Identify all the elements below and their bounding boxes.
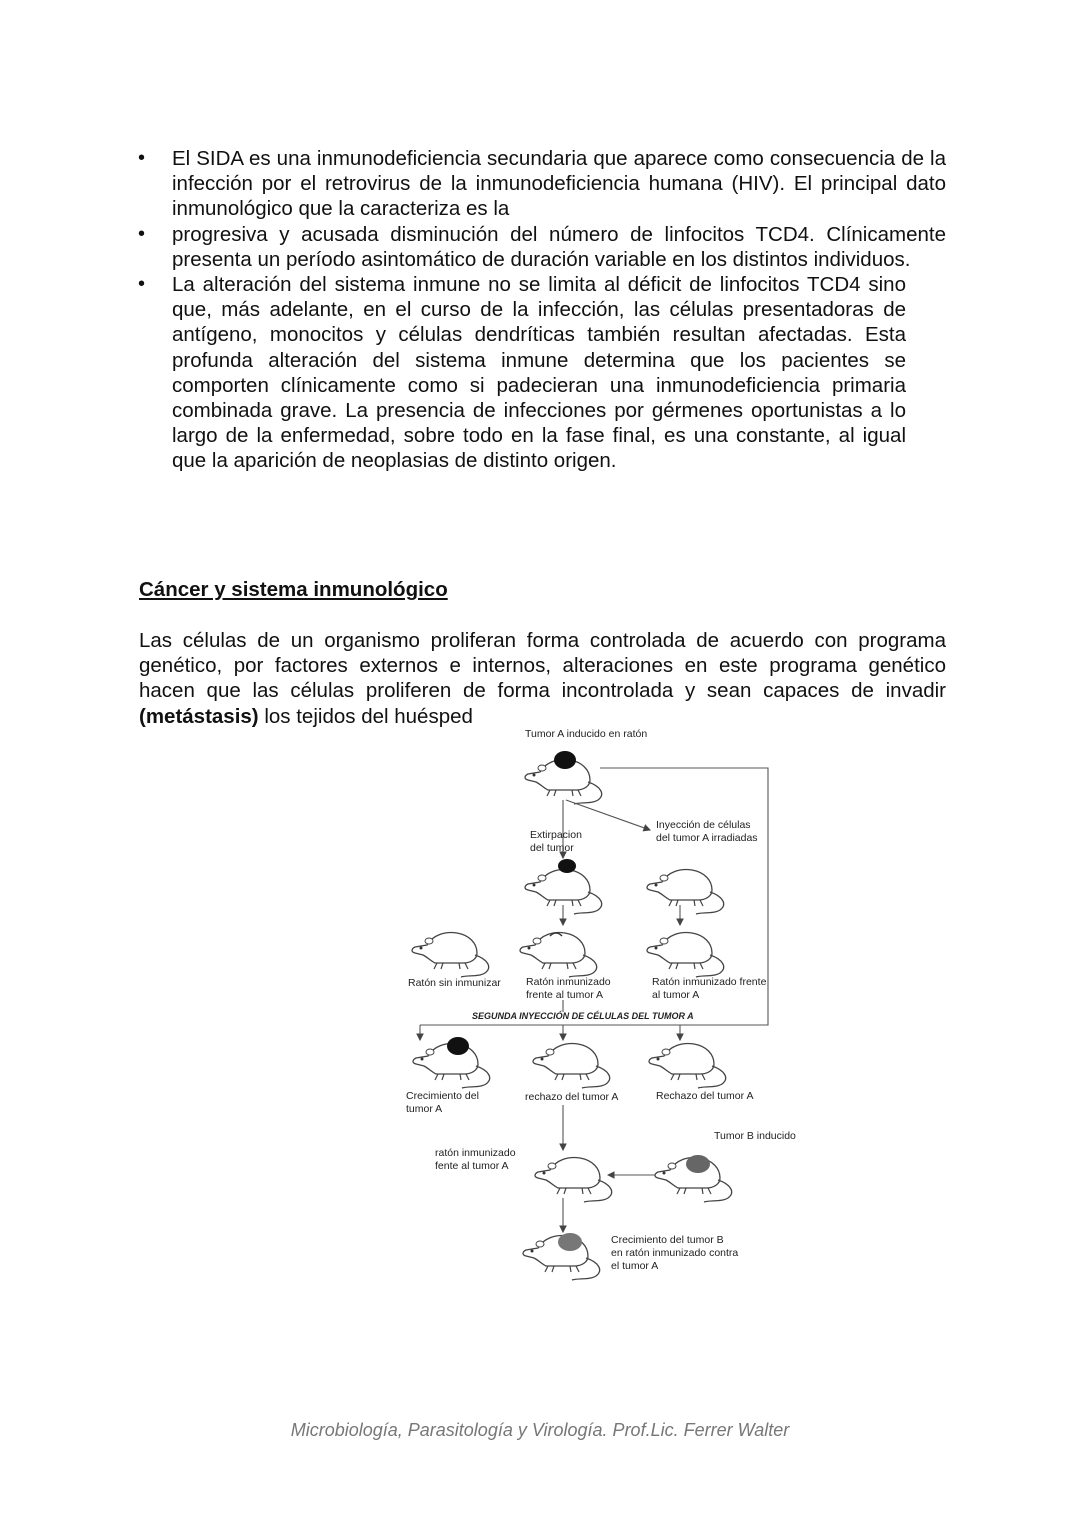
label-injection: Inyección de células xyxy=(656,819,751,831)
paragraph-bold: (metástasis) xyxy=(139,704,259,728)
label-growth-2: tumor A xyxy=(406,1103,443,1115)
label-growth-b-2: en ratón inmunizado contra xyxy=(611,1247,739,1259)
label-immunized-right-2: al tumor A xyxy=(652,989,700,1001)
tumor-b xyxy=(686,1155,710,1173)
tumor-immunity-diagram xyxy=(400,722,800,1294)
label-immunized-mouse-2: fente al tumor A xyxy=(435,1160,509,1172)
bullet-item xyxy=(138,146,946,222)
tumor-b-growth xyxy=(558,1233,582,1251)
label-second-injection: SEGUNDA INYECCIÓN DE CÉLULAS DEL TUMOR A xyxy=(472,1011,694,1021)
label-immunized-2: frente al tumor A xyxy=(526,989,604,1001)
label-top: Tumor A inducido en ratón xyxy=(525,728,648,740)
bullet-list xyxy=(138,146,946,474)
label-immunized-mouse: ratón inmunizado xyxy=(435,1147,516,1159)
label-unimmunized: Ratón sin inmunizar xyxy=(408,977,501,989)
bullet-dot: • xyxy=(138,147,146,169)
label-extirpation-2: del tumor xyxy=(530,842,574,854)
label-rejection-right: Rechazo del tumor A xyxy=(656,1090,754,1102)
mouse-unimmunized xyxy=(412,933,489,978)
label-growth: Crecimiento del xyxy=(406,1090,479,1102)
bullet-item xyxy=(138,222,946,272)
paragraph-tail: los tejidos del huésped xyxy=(258,704,473,728)
bullet-text: progresiva y acusada disminución del número de linfocitos TCD4. Clínicamente presenta un período asintomático de duración variable en los distintos individuos. xyxy=(172,222,946,271)
bullet-text: El SIDA es una inmunodeficiencia secundaria que aparece como consecuencia de la infección por el retrovirus de la inmunodeficiencia humana (HIV). El principal dato inmunológico que la caracteriza es la xyxy=(172,147,946,221)
mouse-immunized-left xyxy=(520,933,597,978)
label-growth-b-3: el tumor A xyxy=(611,1260,659,1272)
label-tumor-b: Tumor B inducido xyxy=(714,1130,796,1142)
label-growth-b: Crecimiento del tumor B xyxy=(611,1234,724,1246)
mouse-injected xyxy=(647,870,724,915)
bullet-dot: • xyxy=(138,273,146,296)
label-immunized: Ratón inmunizado xyxy=(526,976,611,988)
arrow-injection xyxy=(566,800,650,830)
tumor-a-black xyxy=(554,751,576,769)
label-extirpation: Extirpacion xyxy=(530,829,582,841)
mouse-rejection-left xyxy=(533,1044,610,1089)
intro-paragraph xyxy=(139,628,946,729)
label-rejection-left: rechazo del tumor A xyxy=(525,1091,619,1103)
page-footer: Microbiología, Parasitología y Virología. Prof.Lic. Ferrer Walter xyxy=(290,1420,790,1440)
mouse-rejection-right xyxy=(649,1044,726,1089)
mouse-immunized-right xyxy=(647,933,724,978)
label-injection-2: del tumor A irradiadas xyxy=(656,832,758,844)
bullet-dot: • xyxy=(138,222,146,245)
section-title: Cáncer y sistema inmunológico xyxy=(139,578,448,601)
label-immunized-right: Ratón inmunizado frente xyxy=(652,976,767,988)
tumor-a-growth xyxy=(447,1037,469,1055)
bullet-text: La alteración del sistema inmune no se limita al déficit de linfocitos TCD4 sino que, más adelante, en el curso de la infección, las células presentadoras de antígeno, monocitos y células dendríticas también resultan afectadas. Esta profunda alteración del sistema inmune determina que los pacientes se comporten clínicamente como si padecieran una inmunodeficiencia primaria combinada grave. La presencia de infecciones por gérmenes oportunistas a lo largo de la enfermedad, sobre todo en la fase final, es una constante, al igual que la aparición de neoplasias de distinto origen. xyxy=(172,273,906,473)
bullet-item xyxy=(138,272,906,474)
paragraph-text: Las células de un organismo proliferan forma controlada de acuerdo con programa genético, por factores externos e internos, alteraciones en este programa genético hacen que las células proliferen de forma incontrolada y sean capaces de invadir xyxy=(139,629,946,703)
tumor-remnant xyxy=(558,859,576,873)
mouse-immunized-a xyxy=(535,1158,612,1203)
